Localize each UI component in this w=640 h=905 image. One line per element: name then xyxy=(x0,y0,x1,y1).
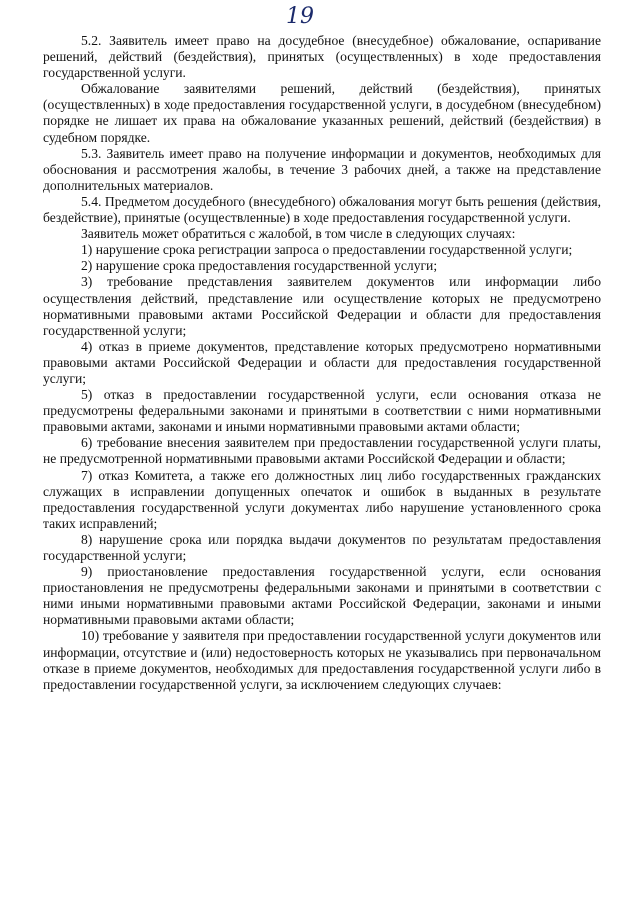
list-item-6: 6) требование внесения заявителем при предоставлении государственной услуги платы, не предусмотренной нормативными правовыми актами Российской Федерации и области; xyxy=(43,435,601,467)
list-item-4: 4) отказ в приеме документов, представление которых предусмотрено нормативными правовыми актами Российской Федерации и области для предоставления государственной услуги; xyxy=(43,338,601,386)
list-item-8: 8) нарушение срока или порядка выдачи документов по результатам предоставления государственной услуги; xyxy=(43,531,601,563)
list-item-5: 5) отказ в предоставлении государственной услуги, если основания отказа не предусмотрены федеральными законами и принятыми в соответствии с ними нормативными правовыми актами, законами и иными нормативными правовыми актами области; xyxy=(43,387,601,435)
list-item-7: 7) отказ Комитета, а также его должностных лиц либо государственных гражданских служащих в исправлении допущенных опечаток и ошибок в выданных в результате предоставления государственной услуги документах либо нарушение установленного срока таких исправлений; xyxy=(43,467,601,531)
list-item-2: 2) нарушение срока предоставления государственной услуги; xyxy=(81,258,438,274)
page-number: 19 xyxy=(286,4,314,29)
list-item-1: 1) нарушение срока регистрации запроса о предоставлении государственной услуги; xyxy=(81,242,573,258)
paragraph-appeal-note: Обжалование заявителями решений, действий (бездействия), принятых (осуществленных) в ходе предоставления государственной услуги, в досудебном (внесудебном) порядке не лишает их права на обжалование указанных решений, действий (бездействия) в судебном порядке. xyxy=(43,81,601,145)
list-item-10: 10) требование у заявителя при предоставлении государственной услуги документов или информации, отсутствие и (или) недостоверность которых не указывались при первоначальном отказе в приеме документов, необходимых для предоставления государственной услуги либо в предоставлении государственной услуги, за исключением следующих случаев: xyxy=(43,628,601,692)
paragraph-cases-intro: Заявитель может обратиться с жалобой, в том числе в следующих случаях: xyxy=(81,226,516,242)
list-item-9: 9) приостановление предоставления государственной услуги, если основания приостановления не предусмотрены федеральными законами и принятыми в соответствии с ними иными нормативными правовыми актами Российской Федерации, законами и иными нормативными правовыми актами области; xyxy=(43,564,601,628)
document-body xyxy=(43,33,601,693)
paragraph-5-2: 5.2. Заявитель имеет право на досудебное (внесудебное) обжалование, оспаривание решений, действий (бездействия), принятых (осуществленных) в ходе предоставления государственной услуги. xyxy=(43,33,601,81)
paragraph-5-3: 5.3. Заявитель имеет право на получение информации и документов, необходимых для обоснования и рассмотрения жалобы, в течение 3 рабочих дней, а также на представление дополнительных материалов. xyxy=(43,145,601,193)
paragraph-5-4: 5.4. Предметом досудебного (внесудебного) обжалования могут быть решения (действия, бездействие), принятые (осуществленные) в ходе предоставления государственной услуги. xyxy=(43,193,601,226)
list-item-3: 3) требование представления заявителем документов или информации либо осуществления действий, представление или осуществление которых не предусмотрено нормативными правовыми актами Российской Федерации и области для предоставления государственной услуги; xyxy=(43,274,601,338)
